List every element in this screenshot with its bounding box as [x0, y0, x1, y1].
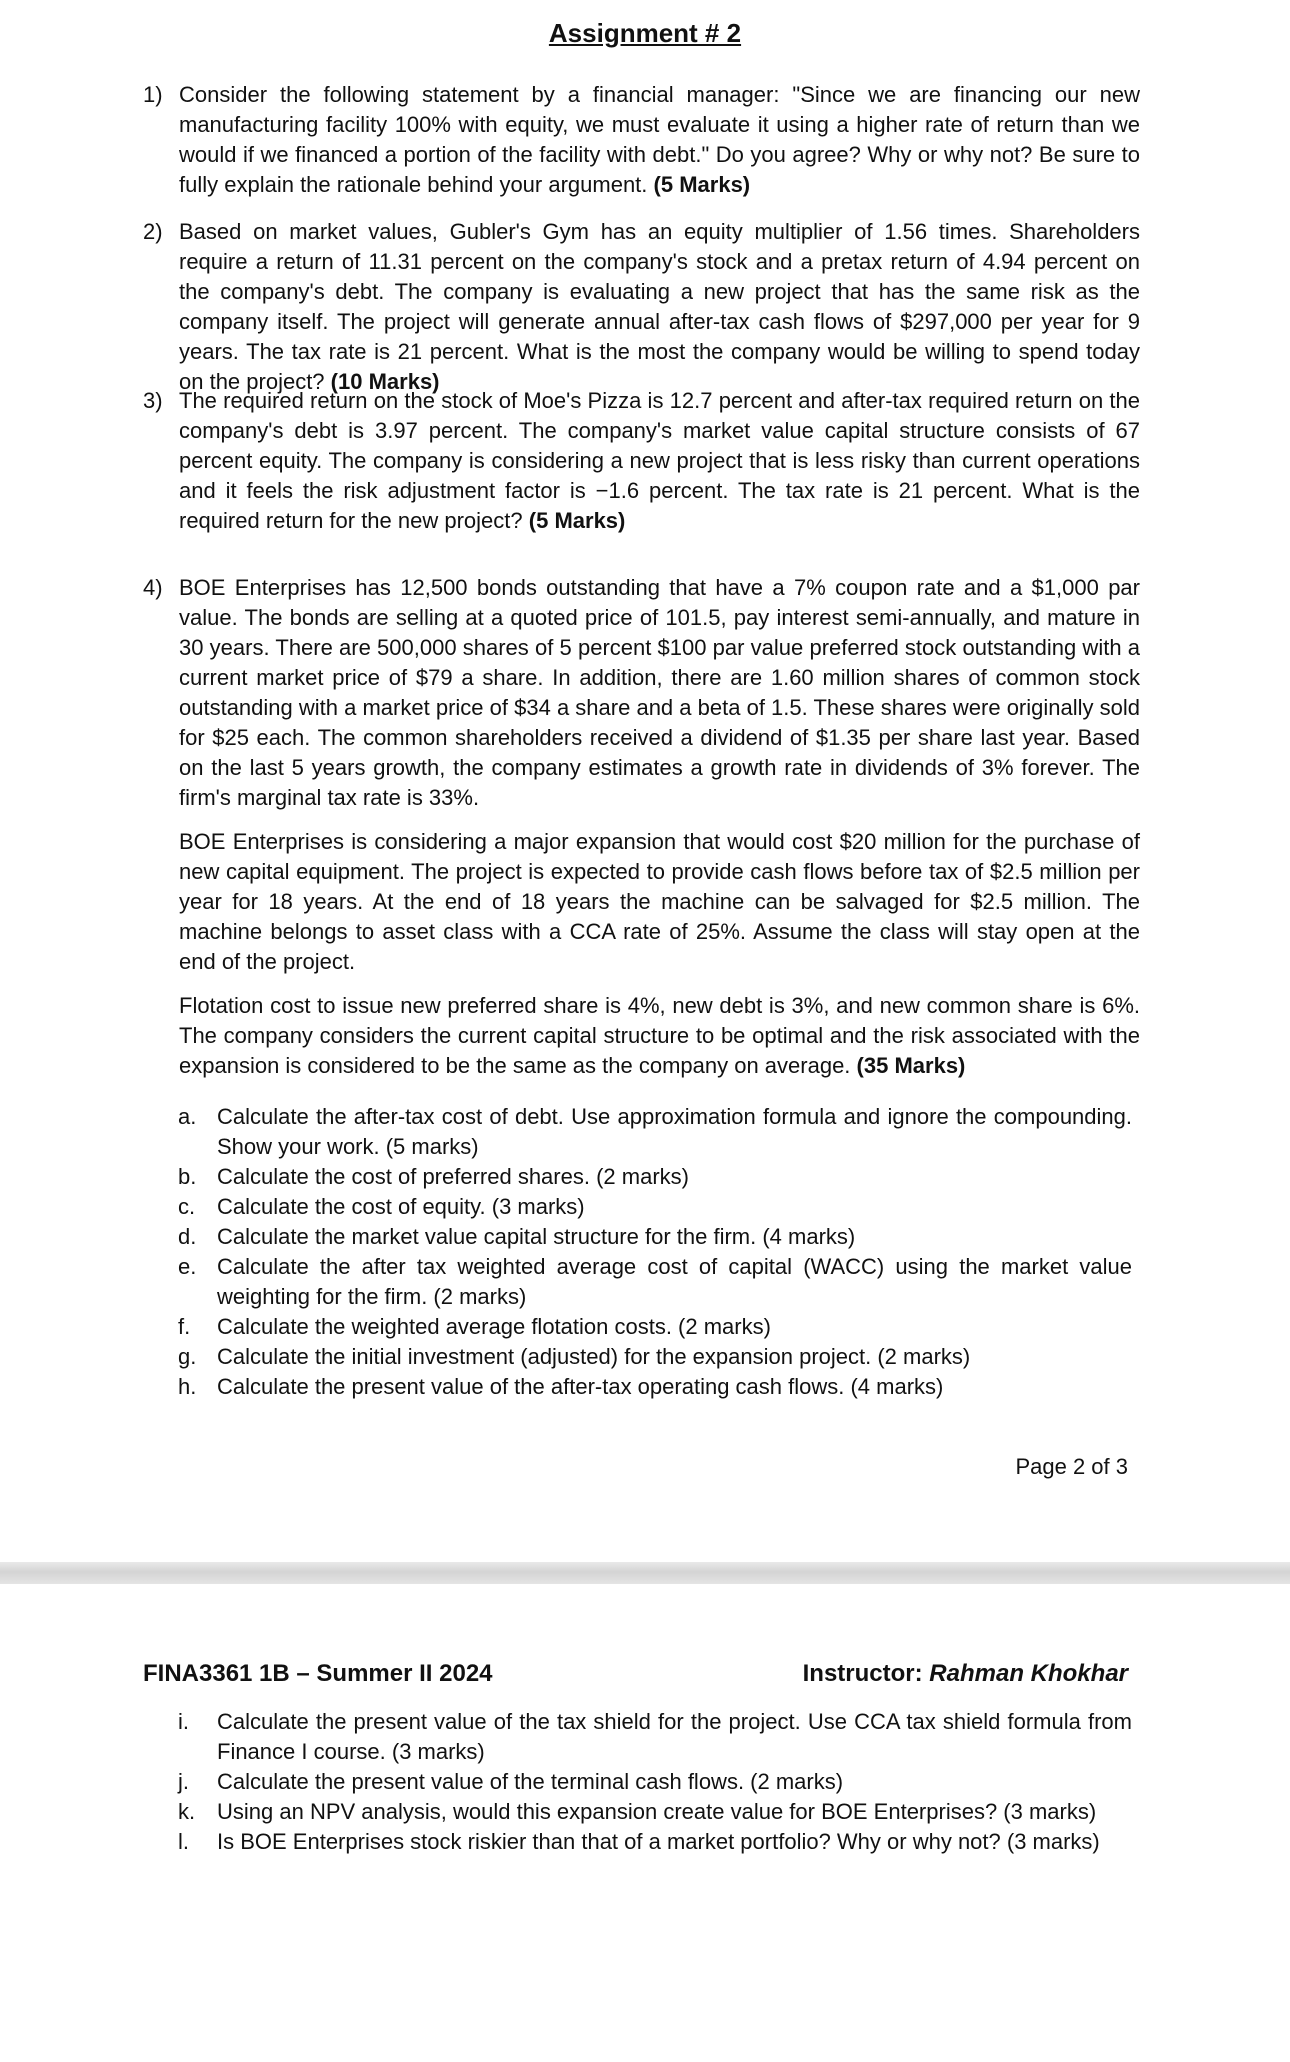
question-marks: (10 Marks): [330, 369, 440, 394]
subparts-list-1: [178, 1102, 1132, 1402]
course-title: FINA3361 1B – Summer II 2024: [143, 1660, 493, 1687]
question-number: 1): [143, 82, 163, 107]
question-marks: (5 Marks): [653, 172, 751, 197]
list-item: e. Calculate the after tax weighted average cost of capital (WACC) using the market value weighting for the firm. (2 marks): [178, 1254, 1132, 1309]
list-item: d. Calculate the market value capital structure for the firm. (4 marks): [178, 1224, 856, 1249]
question-text: The required return on the stock of Moe's Pizza is 12.7 percent and after-tax required return on the company's debt is 3.97 percent. The company's market value capital structure consists of 67 percent equity. The company is considering a new project that is less risky than current operations and it feels the risk adjustment factor is −1.6 percent. The tax rate is 21 percent. What is the required return for the new project?: [179, 388, 1140, 533]
question-4: [143, 559, 1140, 1081]
page-header: [143, 1660, 1128, 1688]
list-item: h. Calculate the present value of the after-tax operating cash flows. (4 marks): [178, 1374, 944, 1399]
list-item: k. Using an NPV analysis, would this expansion create value for BOE Enterprises? (3 marks): [178, 1799, 1097, 1824]
list-item: i. Calculate the present value of the tax shield for the project. Use CCA tax shield formula from Finance I course. (3 marks): [178, 1709, 1132, 1764]
question-paragraph: Flotation cost to issue new preferred share is 4%, new debt is 3%, and new common share is 6%. The company considers the current capital structure to be optimal and the risk associated with the expansion is considered to be the same as the company on average.: [179, 993, 1140, 1078]
assignment-title: Assignment # 2: [548, 18, 742, 48]
question-number: 4): [143, 575, 163, 600]
question-1: [143, 80, 1140, 200]
list-item: a. Calculate the after-tax cost of debt. Use approximation formula and ignore the compounding. Show your work. (5 marks): [178, 1104, 1132, 1159]
question-text: Consider the following statement by a financial manager: "Since we are financing our new manufacturing facility 100% with equity, we must evaluate it using a higher rate of return than we would if we financed a portion of the facility with debt." Do you agree? Why or why not? Be sure to fully explain the rationale behind your argument.: [179, 82, 1140, 197]
list-item: g. Calculate the initial investment (adjusted) for the expansion project. (2 marks): [178, 1344, 971, 1369]
instructor-name: Rahman Khokhar: [929, 1660, 1128, 1687]
question-number: 3): [143, 388, 163, 413]
question-text: Based on market values, Gubler's Gym has an equity multiplier of 1.56 times. Shareholders require a return of 11.31 percent on the company's stock and a pretax return of 4.94 percent on the company's debt. The company is evaluating a new project that has the same risk as the company itself. The project will generate annual after-tax cash flows of $297,000 per year for 9 years. The tax rate is 21 percent. What is the most the company would be willing to spend today on the project?: [179, 219, 1140, 394]
question-number: 2): [143, 219, 163, 244]
page-separator: [0, 1562, 1290, 1584]
page-number: Page 2 of 3: [1015, 1454, 1128, 1479]
question-paragraph: BOE Enterprises is considering a major expansion that would cost $20 million for the purchase of new capital equipment. The project is expected to provide cash flows before tax of $2.5 million per year for 18 years. At the end of 18 years the machine can be salvaged for $2.5 million. The machine belongs to asset class with a CCA rate of 25%. Assume the class will stay open at the end of the project.: [179, 829, 1140, 974]
list-item: j. Calculate the present value of the terminal cash flows. (2 marks): [178, 1769, 844, 1794]
page-2: [0, 1584, 1290, 2062]
question-marks: (5 Marks): [528, 508, 626, 533]
question-marks: (35 Marks): [856, 1053, 966, 1078]
list-item: f. Calculate the weighted average flotation costs. (2 marks): [178, 1314, 771, 1339]
question-3: [143, 386, 1140, 536]
question-paragraph: BOE Enterprises has 12,500 bonds outstanding that have a 7% coupon rate and a $1,000 par value. The bonds are selling at a quoted price of 101.5, pay interest semi-annually, and mature in 30 years. There are 500,000 shares of 5 percent $100 par value preferred stock outstanding with a current market price of $79 a share. In addition, there are 1.60 million shares of common stock outstanding with a market price of $34 a share and a beta of 1.5. These shares were originally sold for $25 each. The common shareholders received a dividend of $1.35 per share last year. Based on the last 5 years growth, the company estimates a growth rate in dividends of 3% forever. The firm's marginal tax rate is 33%.: [179, 575, 1140, 810]
instructor-info: Instructor: Rahman Khokhar: [802, 1660, 1128, 1687]
list-item: l. Is BOE Enterprises stock riskier than that of a market portfolio? Why or why not? (3 marks): [178, 1829, 1100, 1854]
list-item: b. Calculate the cost of preferred shares. (2 marks): [178, 1164, 689, 1189]
list-item: c. Calculate the cost of equity. (3 marks): [178, 1194, 585, 1219]
subparts-list-2: [178, 1707, 1132, 1857]
question-2: [143, 217, 1140, 397]
